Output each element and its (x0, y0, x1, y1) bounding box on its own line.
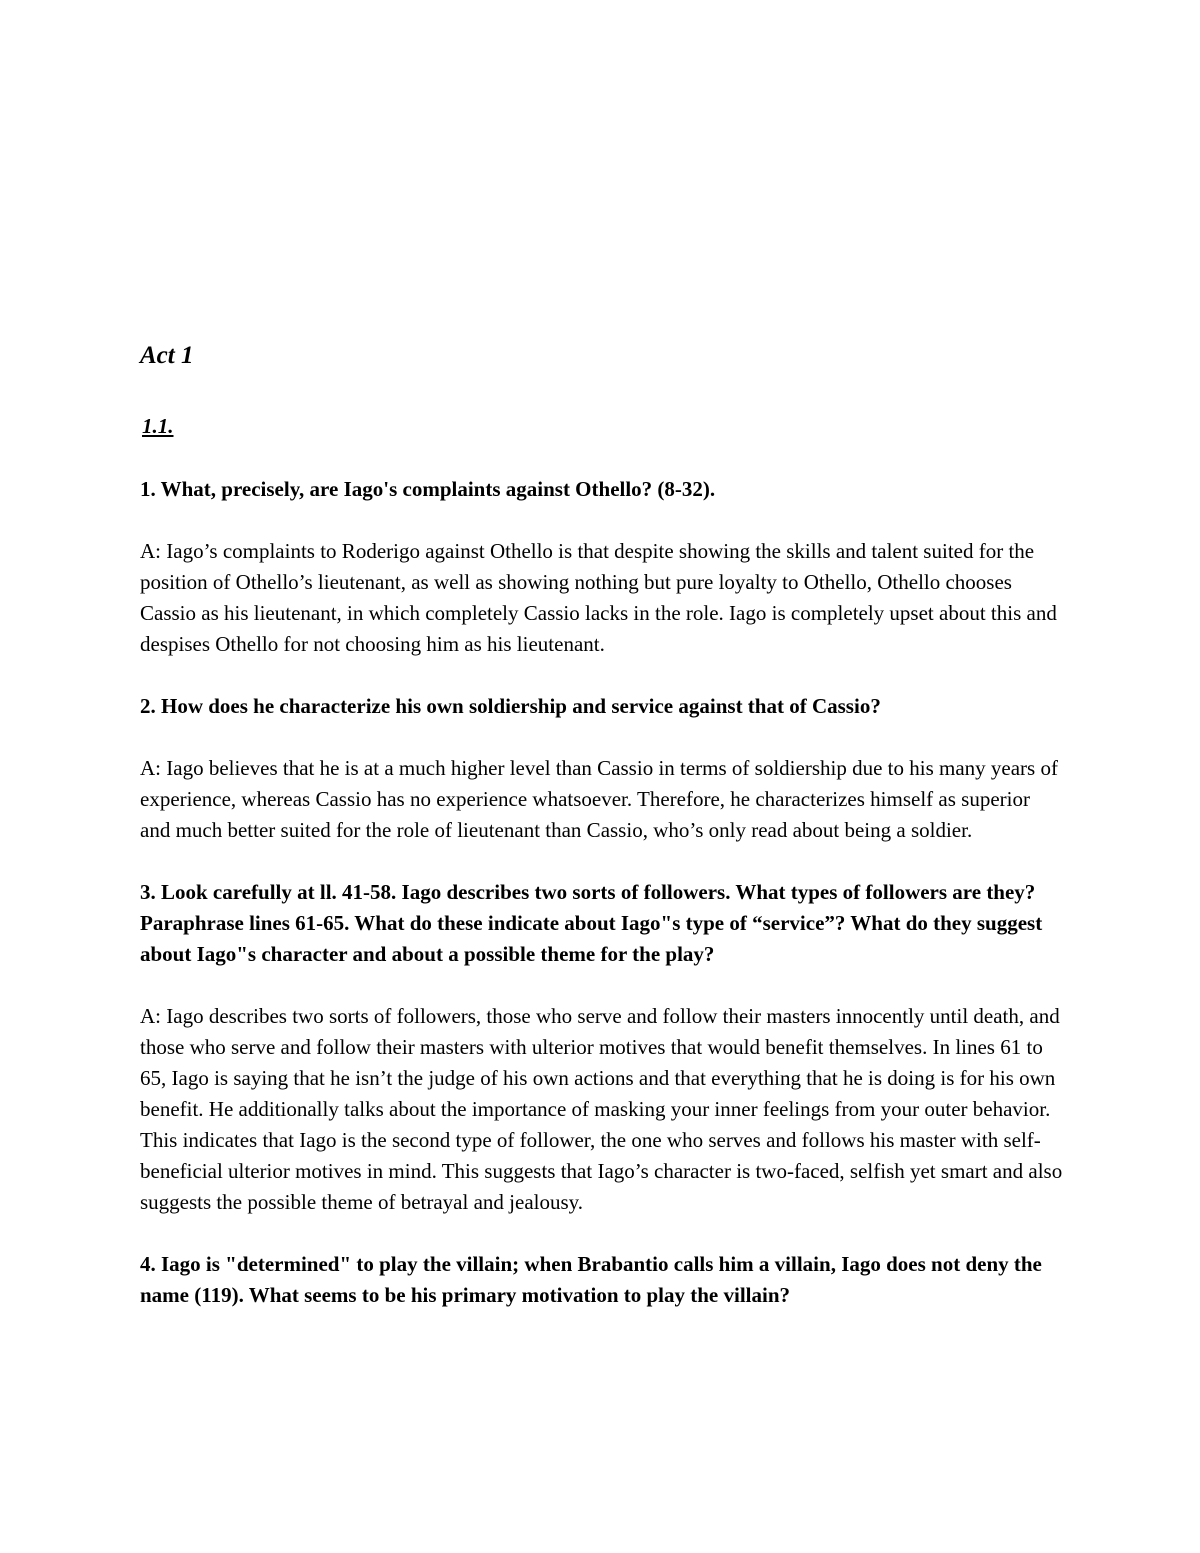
question-2: 2. How does he characterize his own soldiership and service against that of Cassio? (140, 693, 881, 718)
act-title: Act 1 (140, 342, 194, 369)
question-4: 4. Iago is "determined" to play the villain; when Brabantio calls him a villain, Iago does not deny the name (119). What seems to be his primary motivation to play the villain? (140, 1251, 1042, 1307)
document-page (140, 340, 1065, 1342)
answer-3: A: Iago describes two sorts of followers, those who serve and follow their masters innocently until death, and those who serve and follow their masters with ulterior motives that would benefit themselves. In lines 61 to 65, Iago is saying that he isn’t the judge of his own actions and that everything that he is doing is for his own benefit. He additionally talks about the importance of masking your inner feelings from your outer behavior. This indicates that Iago is the second type of follower, the one who serves and follows his master with self-beneficial ulterior motives in mind. This suggests that Iago’s character is two-faced, selfish yet smart and also suggests the possible theme of betrayal and jealousy. (140, 1003, 1063, 1214)
question-1: 1. What, precisely, are Iago's complaints against Othello? (8-32). (140, 476, 716, 501)
answer-1: A: Iago’s complaints to Roderigo against Othello is that despite showing the skills and talent suited for the position of Othello’s lieutenant, as well as showing nothing but pure loyalty to Othello, Othello chooses Cassio as his lieutenant, in which completely Cassio lacks in the role. Iago is completely upset about this and despises Othello for not choosing him as his lieutenant. (140, 538, 1057, 656)
scene-label: 1.1. (142, 413, 174, 438)
answer-2: A: Iago believes that he is at a much higher level than Cassio in terms of soldiership due to his many years of experience, whereas Cassio has no experience whatsoever. Therefore, he characterizes himself as superior and much better suited for the role of lieutenant than Cassio, who’s only read about being a soldier. (140, 755, 1058, 842)
question-3: 3. Look carefully at ll. 41-58. Iago describes two sorts of followers. What types of followers are they? Paraphrase lines 61-65. What do these indicate about Iago"s type of “service”? What do they suggest about Iago"s character and about a possible theme for the play? (140, 879, 1043, 966)
